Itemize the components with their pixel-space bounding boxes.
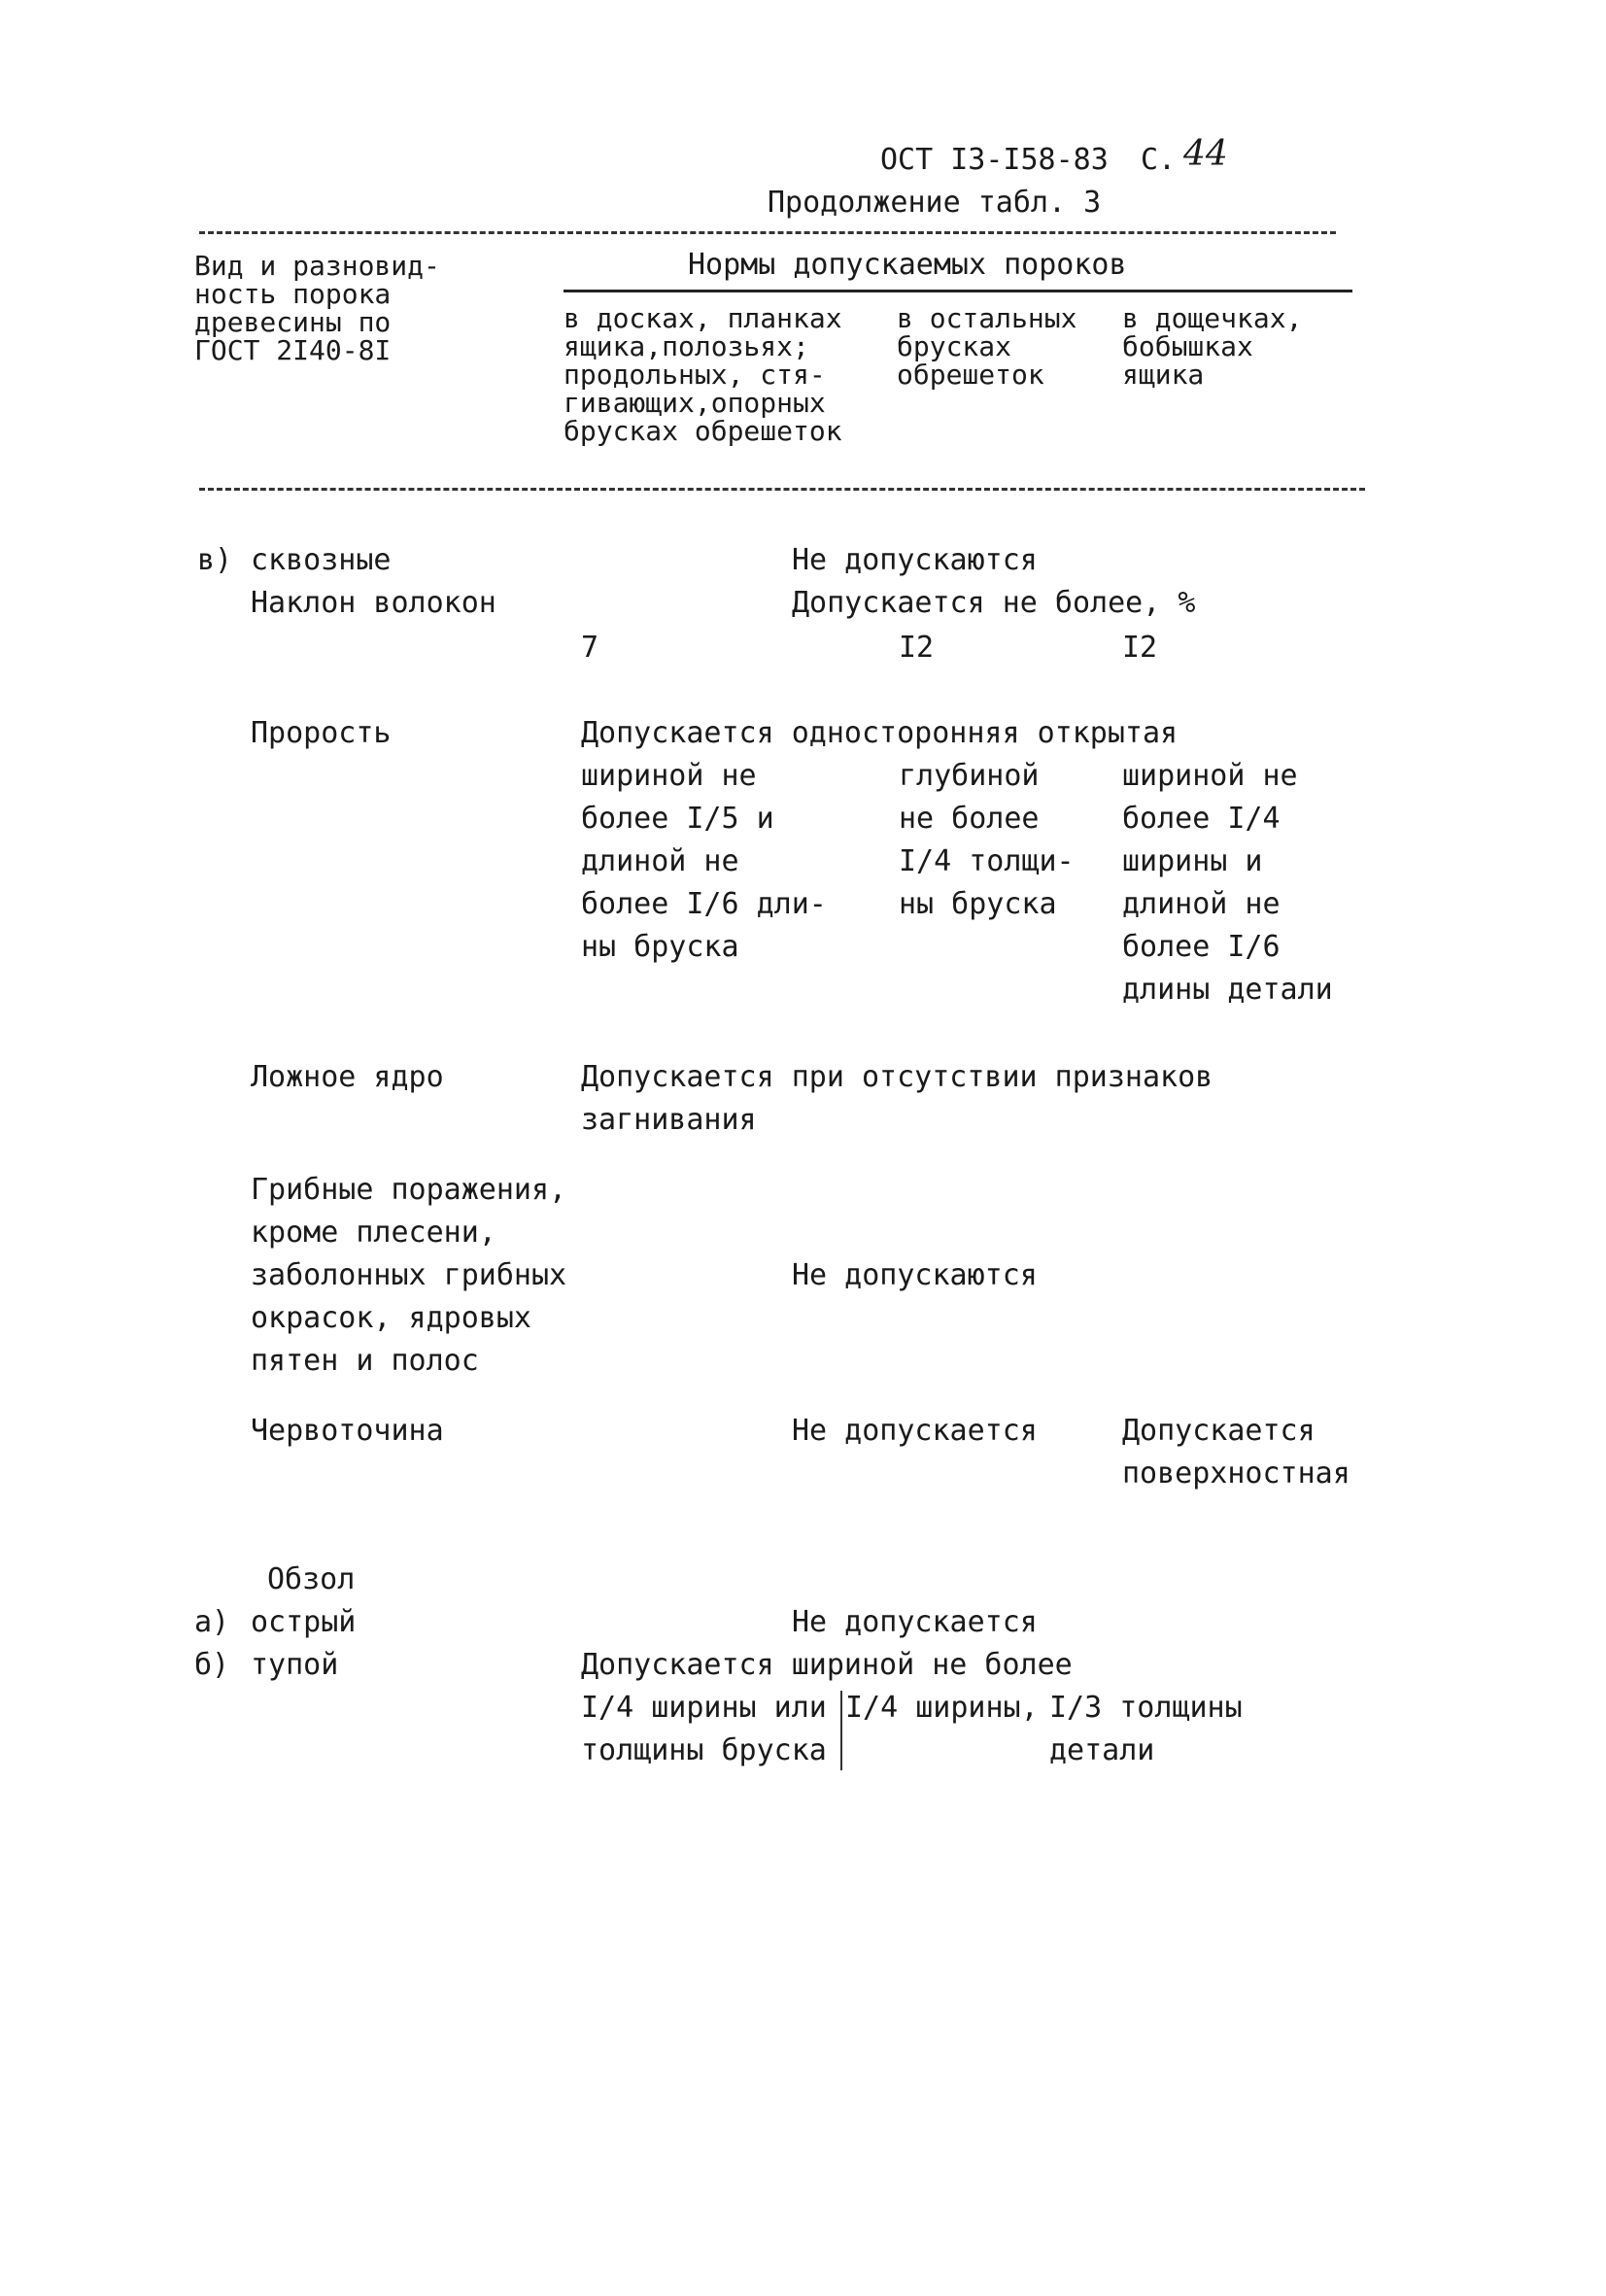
row-through-name: сквозные xyxy=(251,543,392,577)
page-number: 44 xyxy=(1183,134,1228,174)
col-other-line: в остальных xyxy=(897,302,1077,334)
col-boards-line: гивающих,опорных xyxy=(564,387,826,419)
row-prorost-boards-line: шириной не xyxy=(581,759,757,793)
row-wane-blunt-marker: б) xyxy=(194,1648,230,1682)
row-prorost-name: Прорость xyxy=(251,716,392,750)
row-prorost-plates-line: длины детали xyxy=(1122,973,1333,1007)
col-other-line: обрешеток xyxy=(897,359,1044,391)
row-prorost-boards-line: более I/5 и xyxy=(581,802,774,836)
row-fungal-name-line: пятен и полос xyxy=(251,1344,479,1378)
norms-title: Нормы допускаемых пороков xyxy=(688,248,1127,282)
row-wane-blunt-other: I/4 ширины, xyxy=(845,1691,1039,1725)
row-wane-sharp-marker: а) xyxy=(194,1605,230,1639)
row-wormhole-value: Не допускается xyxy=(792,1414,1038,1448)
doc-code: ОСТ I3-I58-83 xyxy=(880,143,1109,177)
page-prefix: С. xyxy=(1141,143,1177,177)
row-slope-other: I2 xyxy=(899,631,935,665)
row-slope-value: Допускается не более, % xyxy=(792,586,1196,620)
col-kind-line: древесины по xyxy=(194,306,392,338)
row-fungal-name-line: Грибные поражения, xyxy=(251,1173,567,1207)
col-kind-line: ность порока xyxy=(194,278,392,310)
row-false-core-name: Ложное ядро xyxy=(251,1060,444,1094)
col-boards-line: брусках обрешеток xyxy=(564,415,842,447)
row-prorost-boards-line: ны бруска xyxy=(581,930,739,964)
row-fungal-name-line: кроме плесени, xyxy=(251,1216,496,1250)
table-header-bottom-dashed-line xyxy=(199,488,1365,491)
table-continuation-caption: Продолжение табл. 3 xyxy=(768,186,1102,220)
row-fungal-name-line: заболонных грибных xyxy=(251,1258,567,1292)
col-boards-line: ящика,полозьях; xyxy=(564,330,809,362)
row-wane-sharp-value: Не допускается xyxy=(792,1605,1038,1639)
row-prorost-plates-line: более I/6 xyxy=(1122,930,1281,964)
row-prorost-plates-line: шириной не xyxy=(1122,759,1298,793)
col-boards-line: продольных, стя- xyxy=(564,359,826,391)
row-through-marker: в) xyxy=(197,543,233,577)
row-wane-blunt-value: Допускается шириной не более xyxy=(581,1648,1073,1682)
row-wane-sharp-name: острый xyxy=(251,1605,357,1639)
table-top-dashed-line xyxy=(199,231,1336,234)
norms-header-rule xyxy=(564,290,1352,292)
row-prorost-other-line: ны бруска xyxy=(899,887,1057,921)
row-wormhole-name: Червоточина xyxy=(251,1414,444,1448)
col-boards-line: в досках, планках xyxy=(564,302,842,334)
row-prorost-plates-line: более I/4 xyxy=(1122,802,1281,836)
row-prorost-other-line: I/4 толщи- xyxy=(899,844,1075,878)
row-wane-blunt-plates-line: I/3 толщины xyxy=(1049,1691,1243,1725)
row-wane-blunt-name: тупой xyxy=(251,1648,339,1682)
row-false-core-value-line: загнивания xyxy=(581,1103,757,1137)
row-wane-title: Обзол xyxy=(267,1562,356,1596)
row-wormhole-plates-line: поверхностная xyxy=(1122,1456,1350,1491)
row-fungal-name-line: окрасок, ядровых xyxy=(251,1301,531,1335)
row-prorost-value: Допускается односторонняя открытая xyxy=(581,716,1179,750)
row-prorost-plates-line: длиной не xyxy=(1122,887,1281,921)
row-wane-blunt-plates-line: детали xyxy=(1049,1733,1155,1767)
col-plates-line: бобышках xyxy=(1122,330,1253,362)
row-slope-name: Наклон волокон xyxy=(251,586,496,620)
row-prorost-boards-line: более I/6 дли- xyxy=(581,887,827,921)
row-prorost-other-line: глубиной xyxy=(899,759,1040,793)
col-kind-line: ГОСТ 2I40-8I xyxy=(194,334,392,366)
row-slope-boards: 7 xyxy=(581,631,599,665)
row-false-core-value-line: Допускается при отсутствии признаков xyxy=(581,1060,1213,1094)
col-plates-line: в дощечках, xyxy=(1122,302,1303,334)
row-prorost-other-line: не более xyxy=(899,802,1040,836)
col-kind-line: Вид и разновид- xyxy=(194,250,440,282)
row-fungal-value: Не допускаются xyxy=(792,1258,1038,1292)
col-other-line: брусках xyxy=(897,330,1012,362)
row-prorost-plates-line: ширины и xyxy=(1122,844,1263,878)
row-slope-plates: I2 xyxy=(1122,631,1158,665)
row-wormhole-plates-line: Допускается xyxy=(1122,1414,1316,1448)
col-plates-line: ящика xyxy=(1122,359,1205,391)
column-separator-mark xyxy=(840,1691,842,1770)
row-through-value: Не допускаются xyxy=(792,543,1038,577)
row-wane-blunt-boards-line: I/4 ширины или xyxy=(581,1691,827,1725)
row-wane-blunt-boards-line: толщины бруска xyxy=(581,1733,827,1767)
row-prorost-boards-line: длиной не xyxy=(581,844,739,878)
